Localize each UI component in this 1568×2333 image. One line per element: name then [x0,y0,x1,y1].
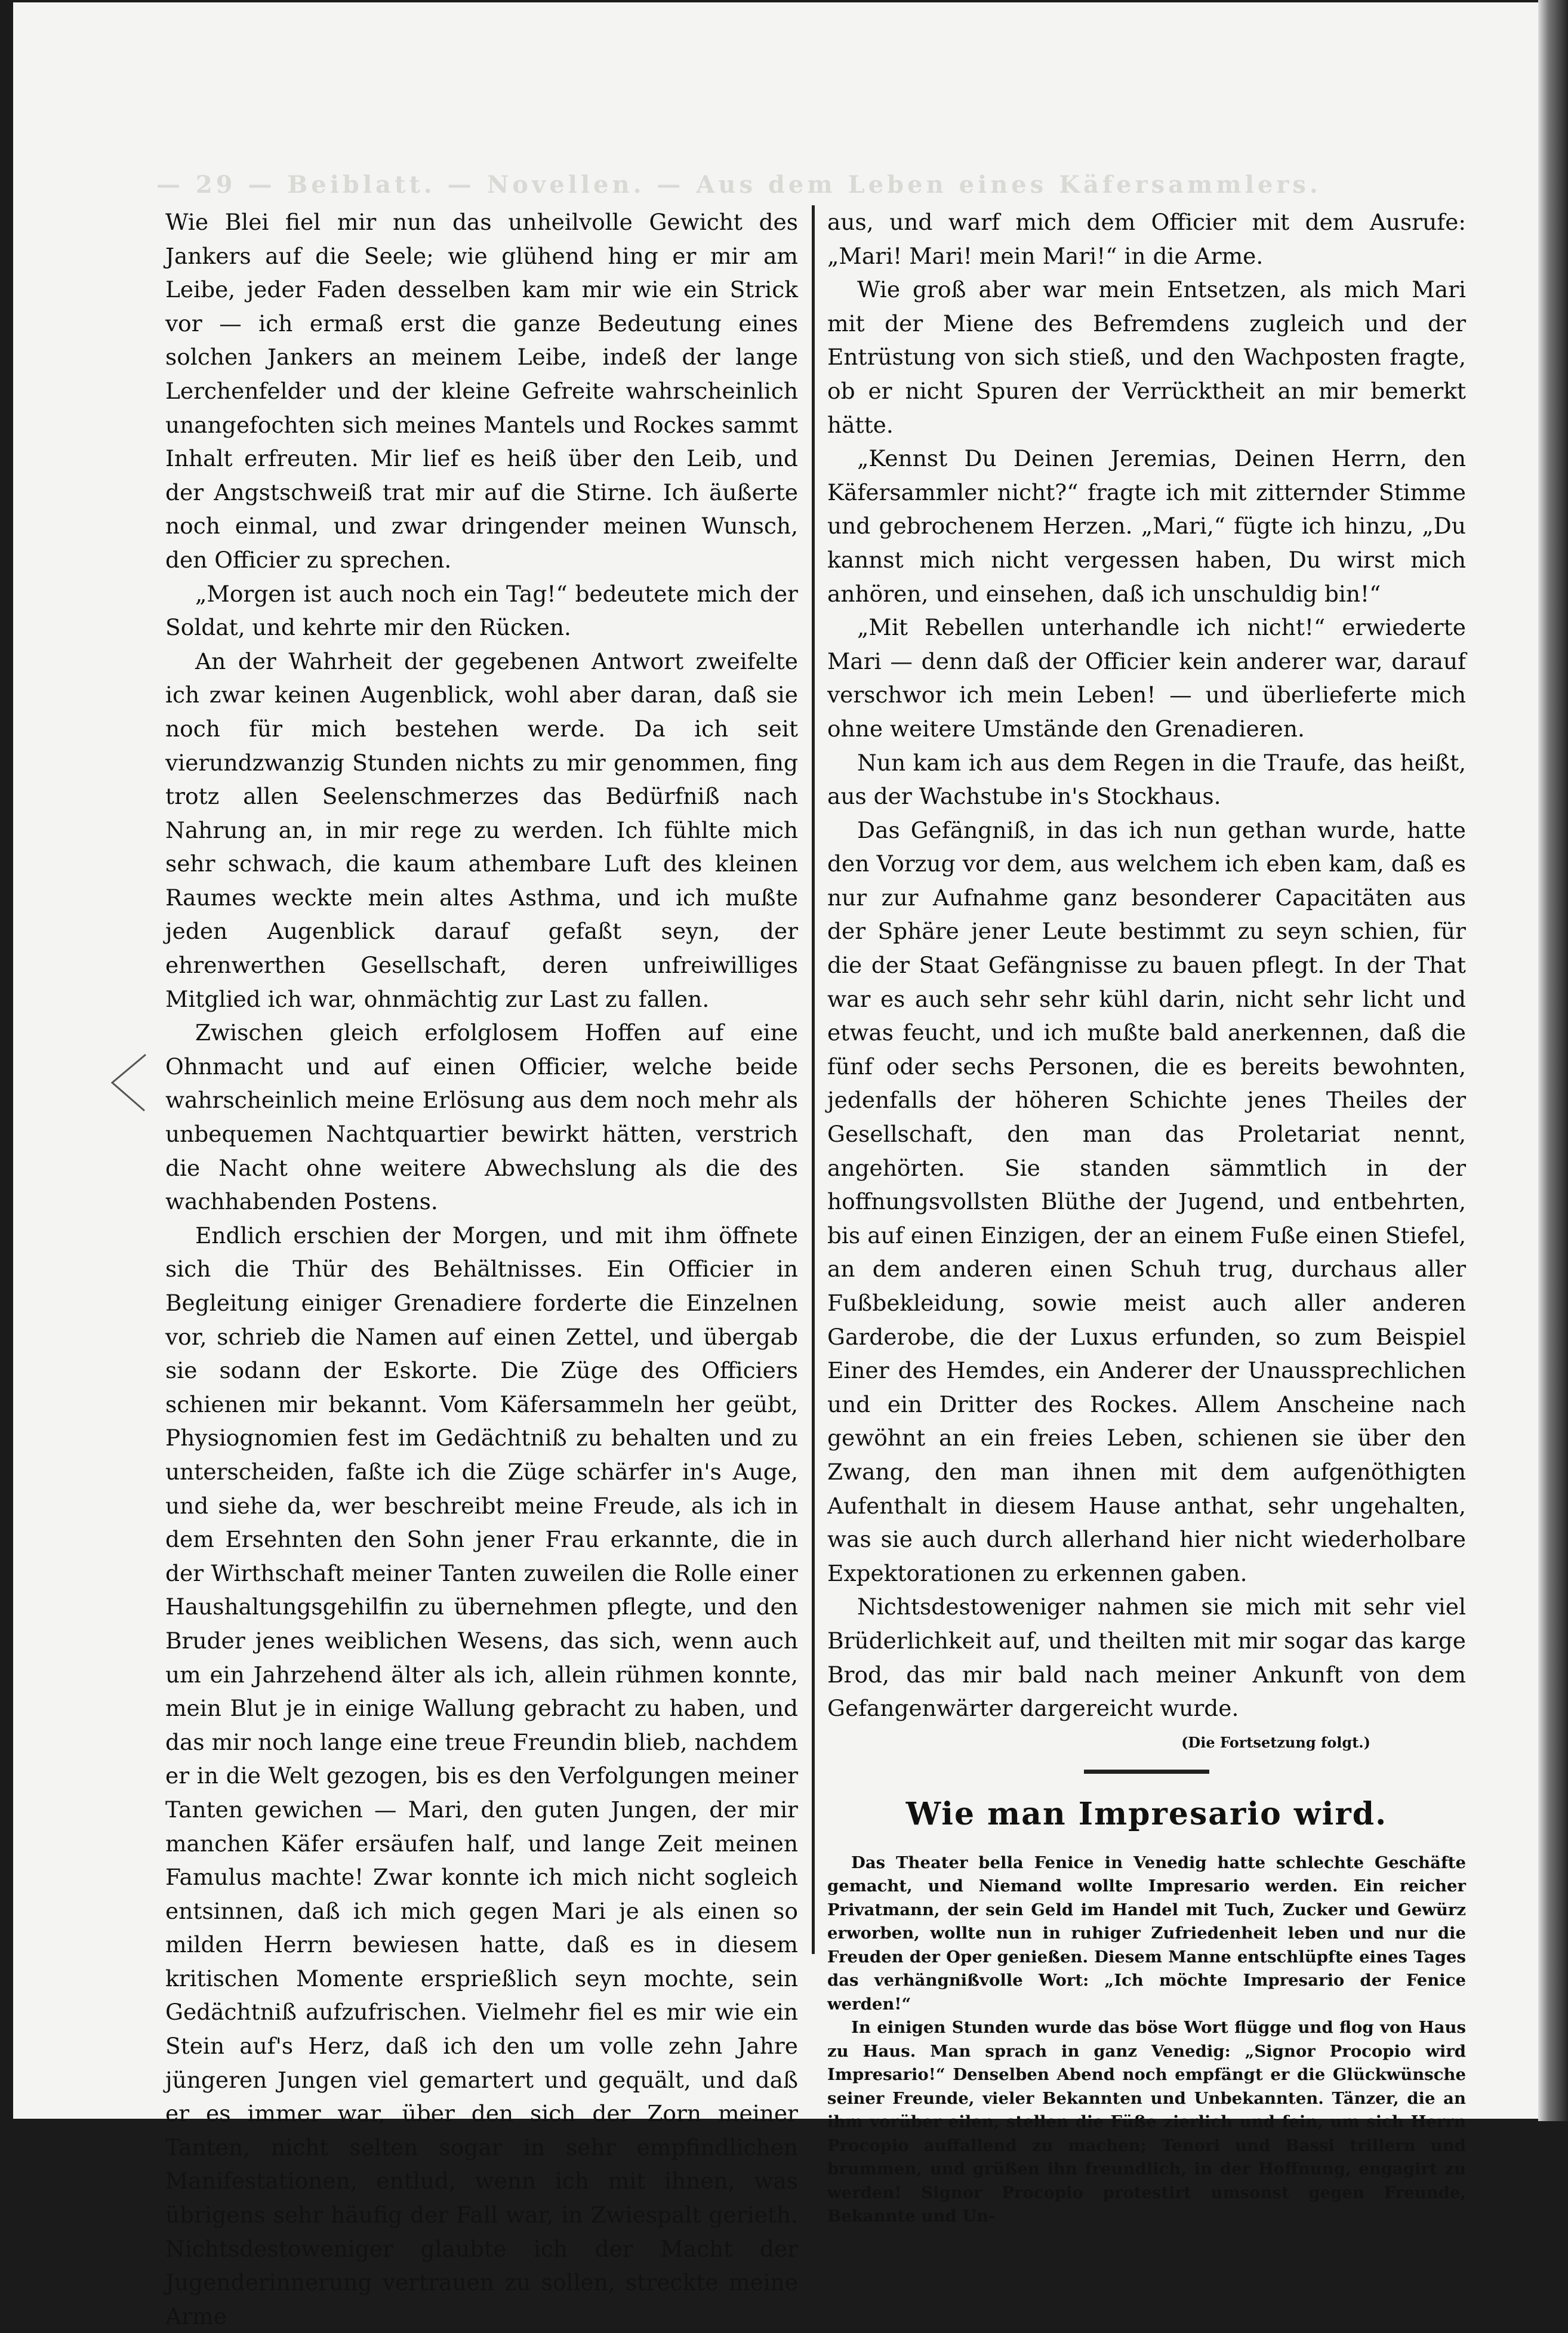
paragraph: Endlich erschien der Morgen, und mit ihm öffnete sich die Thür des Behältnisses. Ein Officier in Begleitung einiger Grenadiere forderte die Einzelnen vor, schrieb die Namen auf einen Zettel, und übergab sie sodann der Eskorte. Die Züge des Officiers schienen mir bekannt. Vom Käfersammeln her geübt, Physiognomien fest im Gedächtniß zu behalten und zu unterscheiden, faßte ich die Züge schärfer in's Auge, und siehe da, wer beschreibt meine Freude, als ich in dem Ersehnten den Sohn jener Frau erkannte, die in der Wirthschaft meiner Tanten zuweilen die Rolle einer Haushaltungsgehilfin zu übernehmen pflegte, und den Bruder jenes weiblichen Wesens, das sich, wenn auch um ein Jahrzehend älter als ich, allein rühmen konnte, mein Blut je in einige Wallung gebracht zu haben, und das mir noch lange eine treue Freundin blieb, nachdem er in die Welt gezogen, bis es den Verfolgungen meiner Tanten gewichen — Mari, den guten Jungen, der mir manchen Käfer ersäufen half, und lange Zeit meinen Famulus machte! Zwar konnte ich mich nicht sogleich entsinnen, daß ich mich gegen Mari je als einen so milden Herrn bewiesen hatte, daß es in diesem kritischen Momente ersprießlich seyn mochte, sein Gedächtniß aufzufrischen. Vielmehr fiel es mir wie ein Stein auf's Herz, daß ich den um volle zehn Jahre jüngeren Jungen viel gemartert und gequält, und daß er es immer war, über den sich der Zorn meiner Tanten, nicht selten sogar in sehr empfindlichen Manifestationen, entlud, wenn ich mit ihnen, was übrigens sehr häufig der Fall war, in Zwiespalt gerieth. Nichtsdestoweniger glaubte ich der Macht der Jugenderinnerung vertrauen zu sollen, streckte meine Arme [165,1222,798,2329]
paragraph: In einigen Stunden wurde das böse Wort flügge und flog von Haus zu Haus. Man sprach in ganz Venedig: „Signor Procopio wird Impresario!“ Denselben Abend noch empfängt er die Glückwünsche seiner Freunde, vieler Bekannten und Unbekannten. Tänzer, die an ihm vorüber eilen, stellen die Füße zierlich und fein, um sich Herrn Procopio auffallend zu machen; Tenori und Bassi trillern und brummen, und grüßen ihn freundlich, in der Hoffnung, engagirt zu werden! Signor Procopio protestirt umsonst gegen Freunde, Bekannte und Un- [827,2018,1466,2226]
right-column [827,205,1466,2229]
to-be-continued-note: (Die Fortsetzung folgt.) [1181,1733,1370,1751]
section-rule [1084,1770,1209,1774]
paragraph: Das Theater bella Fenice in Venedig hatte schlechte Geschäfte gemacht, und Niemand wollte Impresario werden. Ein reicher Privatmann, der sein Geld im Handel mit Tuch, Zucker und Gewürz erworben, wollte nun in ruhiger Zufriedenheit leben und nur die Freuden der Oper genießen. Diesem Manne entschlüpfte eines Tages das verhängnißvolle Wort: „Ich möchte Impresario der Fenice werden!“ [827,1853,1466,2014]
paragraph: An der Wahrheit der gegebenen Antwort zweifelte ich zwar keinen Augenblick, wohl aber daran, daß sie noch für mich bestehen werde. Da ich seit vierundzwanzig Stunden nichts zu mir genommen, fing trotz allen Seelenschmerzes das Bedürfniß nach Nahrung an, in mir rege zu werden. Ich fühlte mich sehr schwach, die kaum athembare Luft des kleinen Raumes weckte mein altes Asthma, und ich mußte jeden Augenblick darauf gefaßt seyn, der ehrenwerthen Gesellschaft, deren unfreiwilliges Mitglied ich war, ohnmächtig zur Last zu fallen. [165,648,798,1012]
margin-pencil-mark-icon [109,1050,150,1115]
article-title: Wie man Impresario wird. [905,1795,1388,1832]
paragraph: Das Gefängniß, in das ich nun gethan wurde, hatte den Vorzug vor dem, aus welchem ich eben kam, daß es nur zur Aufnahme ganz besonderer Capacitäten aus der Sphäre jener Leute bestimmt zu seyn schien, für die der Staat Gefängnisse zu bauen pflegt. In der That war es auch sehr sehr kühl darin, nicht sehr licht und etwas feucht, und ich mußte bald anerkennen, daß die fünf oder sechs Personen, die es bereits bewohnten, jedenfalls der höheren Schichte jenes Theiles der Gesellschaft, den man das Proletariat nennt, angehörten. Sie standen sämmtlich in der hoffnungsvollsten Blüthe der Jugend, und entbehrten, bis auf einen Einzigen, der an einem Fuße einen Stiefel, an dem anderen einen Schuh trug, durchaus aller Fußbekleidung, sowie meist auch aller anderen Garderobe, die der Luxus erfunden, so zum Beispiel Einer des Hemdes, ein Anderer der Unaussprechlichen und ein Dritter des Rockes. Allem Anscheine nach gewöhnt an ein freies Leben, schienen sie über den Zwang, den man ihnen mit dem aufgenöthigten Aufenthalt in diesem Hause anthat, sehr ungehalten, was sie auch durch allerhand hier nicht wiederholbare Expektorationen zu erkennen gaben. [827,816,1466,1586]
article-body [827,1851,1466,2229]
paragraph: Wie Blei fiel mir nun das unheilvolle Gewicht des Jankers auf die Seele; wie glühend hing er mir am Leibe, jeder Faden desselben kam mir wie ein Strick vor — ich ermaß erst die ganze Bedeutung eines solchen Jankers an meinem Leibe, indeß der lange Lerchenfelder und der kleine Gefreite wahrscheinlich unangefochten sich meines Mantels und Rockes sammt Inhalt erfreuten. Mir lief es heiß über den Leib, und der Angstschweiß trat mir auf die Stirne. Ich äußerte noch einmal, und zwar dringender meinen Wunsch, den Officier zu sprechen. [165,209,798,573]
faint-page-header: — 29 — Beiblatt. — Novellen. — Aus dem Leben eines Käfersammlers. [156,171,1321,199]
paragraph: „Kennst Du Deinen Jeremias, Deinen Herrn, den Käfersammler nicht?“ fragte ich mit zitternder Stimme und gebrochenem Herzen. „Mari,“ fügte ich hinzu, „Du kannst mich nicht vergessen haben, Du wirst mich anhören, und einsehen, daß ich unschuldig bin!“ [827,445,1466,607]
paragraph: „Morgen ist auch noch ein Tag!“ bedeutete mich der Soldat, und kehrte mir den Rücken. [165,580,798,641]
paragraph: Nun kam ich aus dem Regen in die Traufe, das heißt, aus der Wachstube in's Stockhaus. [827,749,1466,810]
paragraph: Wie groß aber war mein Entsetzen, als mich Mari mit der Miene des Befremdens zugleich und der Entrüstung von sich stieß, und den Wachposten fragte, ob er nicht Spuren der Verrücktheit an mir bemerkt hätte. [827,276,1466,438]
newspaper-page [13,2,1538,2329]
left-column [165,205,798,2333]
column-divider [812,205,815,1954]
paragraph: Zwischen gleich erfolglosem Hoffen auf eine Ohnmacht und auf einen Officier, welche beide wahrscheinlich meine Erlösung aus dem noch mehr als unbequemen Nachtquartier bewirkt hätten, verstrich die Nacht ohne weitere Abwechslung als die des wachhabenden Postens. [165,1019,798,1215]
paragraph: Nichtsdestoweniger nahmen sie mich mit sehr viel Brüderlichkeit auf, und theilten mit mir sogar das karge Brod, das mir bald nach meiner Ankunft von dem Gefangenwärter dargereicht wurde. [827,1594,1466,1722]
paragraph: „Mit Rebellen unterhandle ich nicht!“ erwiederte Mari — denn daß der Officier kein anderer war, darauf verschwor ich mein Leben! — und überlieferte mich ohne weitere Umstände den Grenadieren. [827,614,1466,742]
paragraph: aus, und warf mich dem Officier mit dem Ausrufe: „Mari! Mari! mein Mari!“ in die Arme. [827,209,1466,269]
scan-edge-shadow [1538,0,1568,2121]
